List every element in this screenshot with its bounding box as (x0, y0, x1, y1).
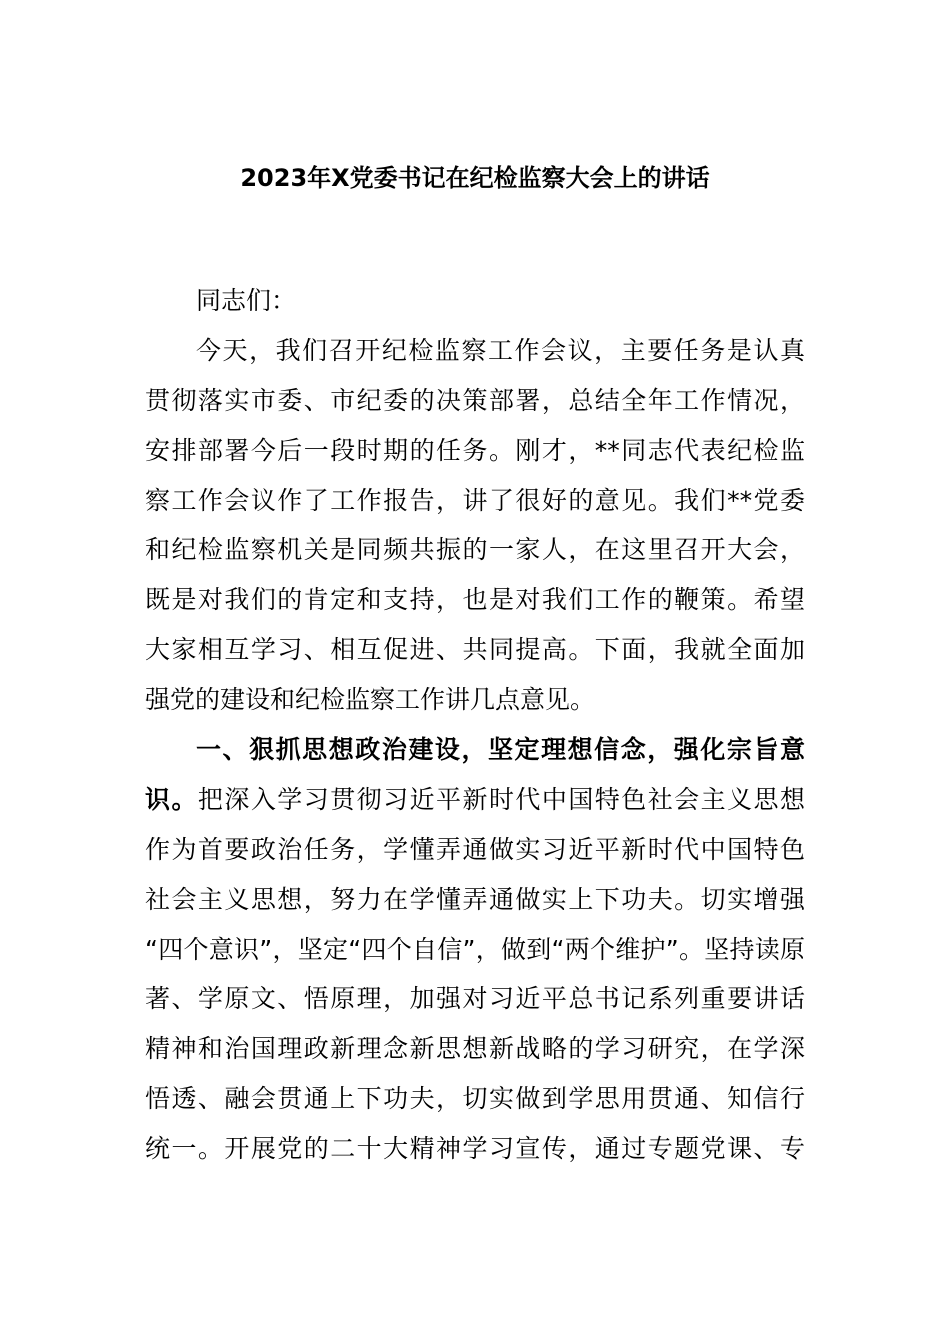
paragraph-line: 既是对我们的肯定和支持，也是对我们工作的鞭策。希望 (145, 585, 805, 615)
paragraph-line: 和纪检监察机关是同频共振的一家人，在这里召开大会， (145, 535, 805, 565)
paragraph-line: “四个意识”，坚定“四个自信”，做到“两个维护”。坚持读原 (145, 934, 805, 964)
document-body (145, 276, 805, 1174)
paragraph-line: 大家相互学习、相互促进、共同提高。下面，我就全面加 (145, 635, 805, 665)
paragraph-line (145, 775, 805, 825)
paragraph-line: 安排部署今后一段时期的任务。刚才，**同志代表纪检监 (145, 435, 805, 465)
paragraph-line: 今天，我们召开纪检监察工作会议，主要任务是认真 (196, 335, 805, 365)
paragraph-line: 精神和治国理政新理念新思想新战略的学习研究，在学深 (145, 1034, 805, 1064)
section-heading (145, 725, 805, 775)
paragraph-text: 把深入学习贯彻习近平新时代中国特色社会主义思想 (197, 784, 805, 814)
section-heading-end: 识。 (145, 784, 198, 814)
paragraph-line: 强党的建设和纪检监察工作讲几点意见。 (145, 685, 596, 715)
paragraph-line: 著、学原文、悟原理，加强对习近平总书记系列重要讲话 (145, 984, 805, 1014)
paragraph-line: 悟透、融会贯通上下功夫，切实做到学思用贯通、知信行 (145, 1084, 805, 1114)
paragraph-line: 统一。开展党的二十大精神学习宣传，通过专题党课、专 (145, 1134, 805, 1164)
paragraph-line: 作为首要政治任务，学懂弄通做实习近平新时代中国特色 (145, 834, 805, 864)
document-title: 2023年X党委书记在纪检监察大会上的讲话 (240, 164, 710, 192)
paragraph-line: 贯彻落实市委、市纪委的决策部署，总结全年工作情况， (145, 385, 805, 415)
salutation: 同志们： (196, 286, 297, 315)
paragraph-line: 察工作会议作了工作报告，讲了很好的意见。我们**党委 (145, 485, 805, 515)
section-heading-text: 一、狠抓思想政治建设，坚定理想信念，强化宗旨意 (196, 735, 805, 765)
paragraph-line: 社会主义思想，努力在学懂弄通做实上下功夫。切实增强 (145, 884, 805, 914)
